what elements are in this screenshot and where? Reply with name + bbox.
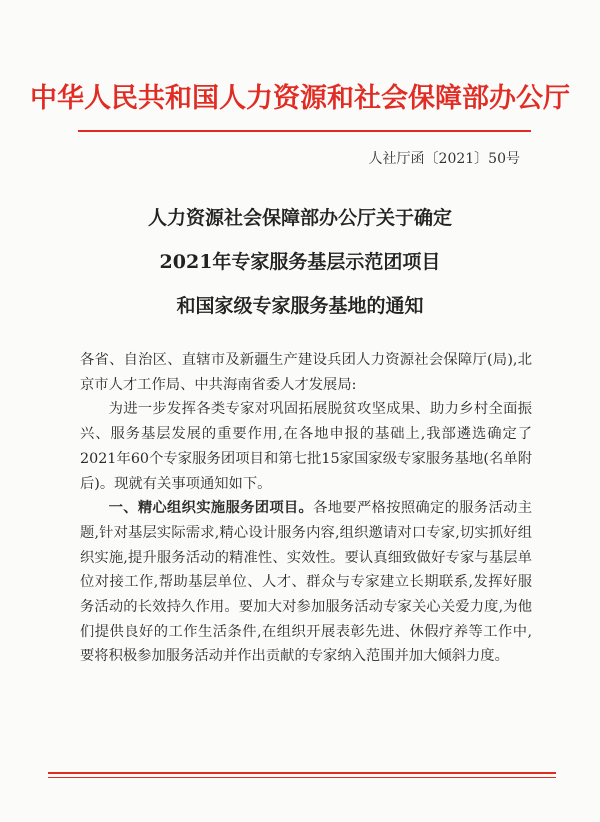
footer-red-rule-thick bbox=[48, 772, 556, 774]
section-1-paragraph bbox=[80, 496, 532, 669]
section-1-text: 各地要严格按照确定的服务活动主题,针对基层实际需求,精心设计服务内容,组织邀请对口专家,切实抓好组织实施,提升服务活动的精准性、实效性。要认真细致做好专家与基层单位对接工作,帮助基层单位、人才、群众与专家建立长期联系,发挥好服务活动的长效持久作用。要加大对参加服务活动专家关心关爱力度,为他们提供良好的工作生活条件,在组织开展表彰先进、休假疗养等工作中,要将积极参加服务活动并作出贡献的专家纳入范围并加大倾斜力度。 bbox=[80, 500, 533, 665]
title-line-1: 人力资源社会保障部办公厅关于确定 bbox=[147, 207, 452, 229]
intro-paragraph: 为进一步发挥各类专家对巩固拓展脱贫攻坚成果、助力乡村全面振兴、服务基层发展的重要作用,在各地申报的基础上,我部遴选确定了2021年60个专家服务团项目和第七批15家国家级专家服务基地(名单附后)。现就有关事项通知如下。 bbox=[80, 401, 532, 492]
title-line-2: 2021年专家服务基层示范团项目 bbox=[159, 251, 441, 273]
masthead-title: 中华人民共和国人力资源和社会保障部办公厅 bbox=[30, 83, 570, 114]
document-body bbox=[80, 348, 532, 669]
footer-red-rule-thin bbox=[48, 777, 556, 778]
document-number: 人社厅函〔2021〕50号 bbox=[368, 151, 520, 167]
title-line-3: 和国家级专家服务基地的通知 bbox=[176, 295, 424, 317]
masthead-red-rule bbox=[78, 130, 531, 132]
section-1-heading: 一、精心组织实施服务团项目。 bbox=[108, 500, 314, 517]
addressee-paragraph: 各省、自治区、直辖市及新疆生产建设兵团人力资源社会保障厅(局),北京市人才工作局、中共海南省委人才发展局: bbox=[80, 352, 532, 393]
